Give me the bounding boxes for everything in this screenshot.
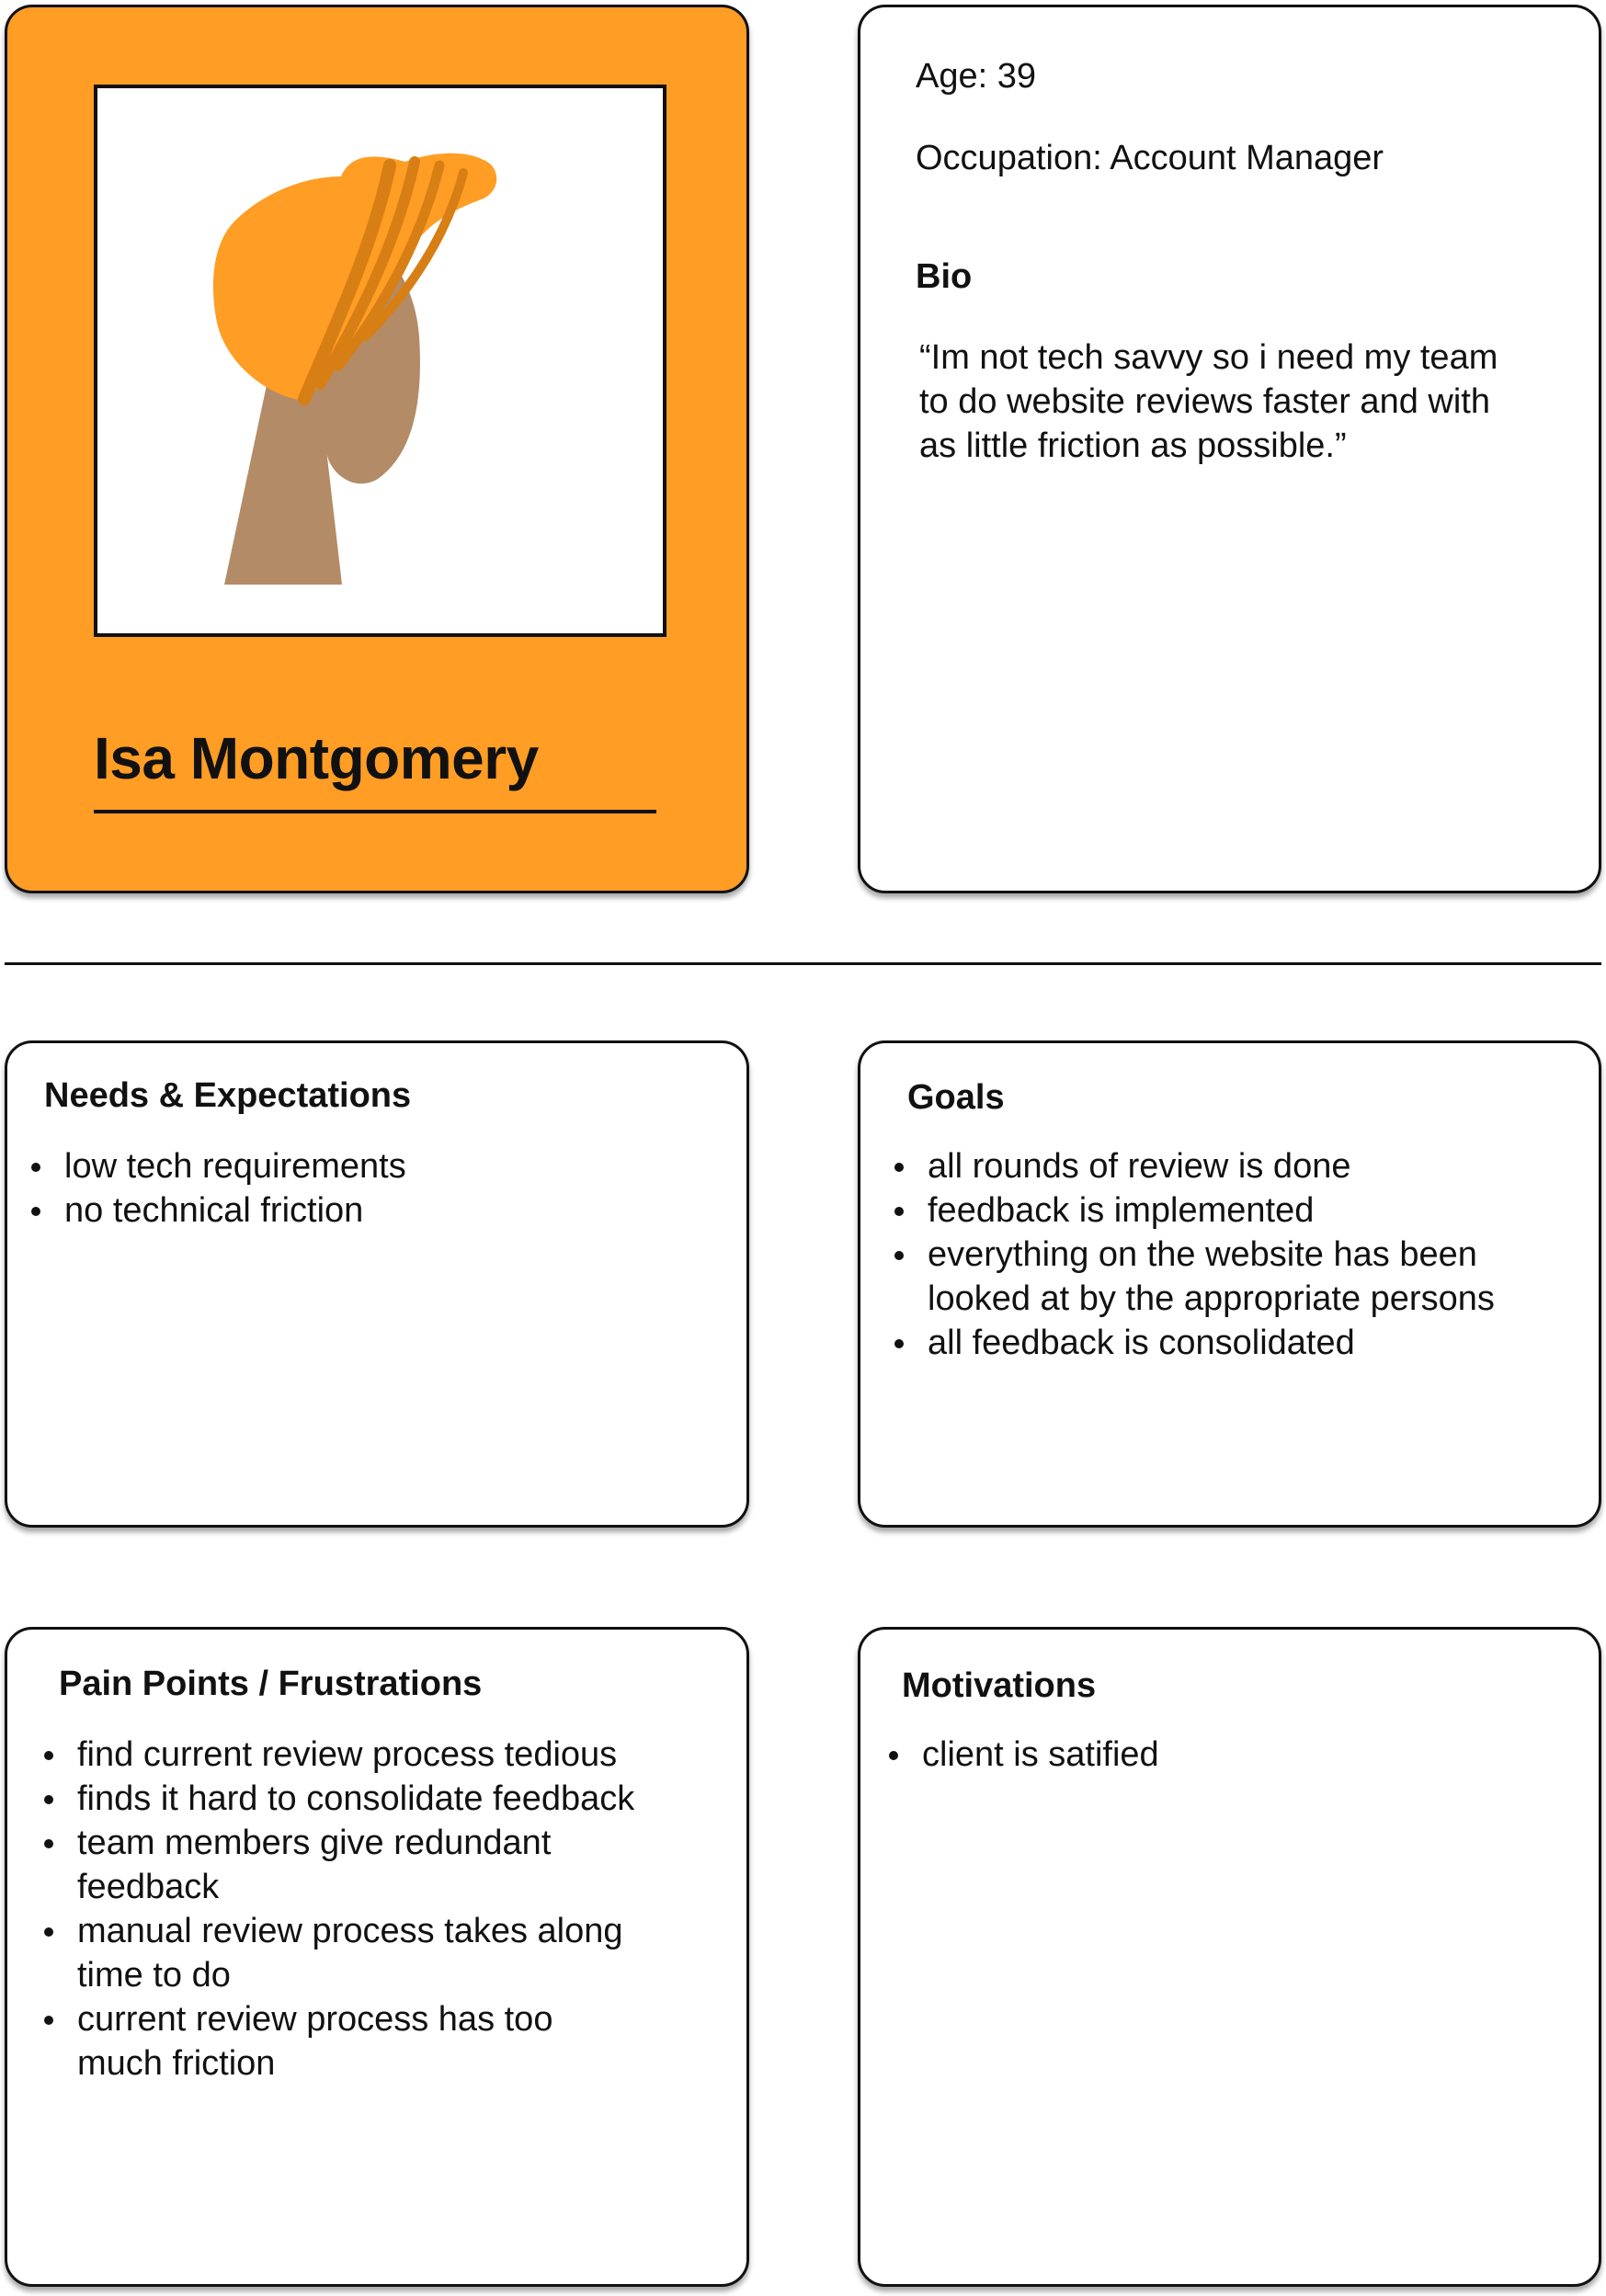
list-item: everything on the website has been looked at by the appropriate persons: [928, 1233, 1562, 1321]
avatar: [94, 85, 666, 637]
list-item: low tech requirements: [64, 1144, 763, 1188]
list-item: current review process has too much friction: [77, 1997, 638, 2086]
list-item: manual review process takes along time to do: [77, 1909, 638, 1997]
motivations-heading: Motivations: [902, 1666, 1097, 1705]
goals-heading: Goals: [907, 1078, 1005, 1117]
section-divider: [5, 962, 1601, 965]
list-item: feedback is implemented: [928, 1188, 1562, 1233]
occupation-field: Occupation: Account Manager: [916, 139, 1384, 177]
bio-text: “Im not tech savvy so i need my team to do website reviews faster and with as little friction as possible.”: [919, 338, 1498, 465]
info-card: [858, 5, 1601, 893]
age-field: Age: 39: [916, 57, 1036, 96]
bio-heading: Bio: [916, 257, 973, 296]
list-item: finds it hard to consolidate feedback: [77, 1777, 638, 1821]
needs-heading: Needs & Expectations: [44, 1076, 412, 1115]
goals-list: [871, 1144, 1562, 1365]
pain-points-card: [5, 1627, 749, 2287]
pain-points-heading: Pain Points / Frustrations: [59, 1665, 483, 1703]
needs-list: [7, 1144, 763, 1233]
profile-card: [5, 5, 749, 893]
motivations-list: [865, 1733, 1566, 1777]
name-underline: [94, 810, 656, 813]
pain-points-list: [20, 1733, 638, 2086]
list-item: all rounds of review is done: [928, 1144, 1562, 1188]
list-item: client is satified: [922, 1733, 1566, 1777]
list-item: team members give redundant feedback: [77, 1821, 638, 1909]
goals-card: [858, 1040, 1601, 1528]
needs-card: [5, 1040, 749, 1528]
persona-avatar-icon: [97, 88, 663, 633]
list-item: no technical friction: [64, 1188, 763, 1233]
list-item: find current review process tedious: [77, 1733, 638, 1777]
motivations-card: [858, 1627, 1601, 2287]
persona-name: Isa Montgomery: [94, 725, 539, 791]
list-item: all feedback is consolidated: [928, 1321, 1562, 1365]
